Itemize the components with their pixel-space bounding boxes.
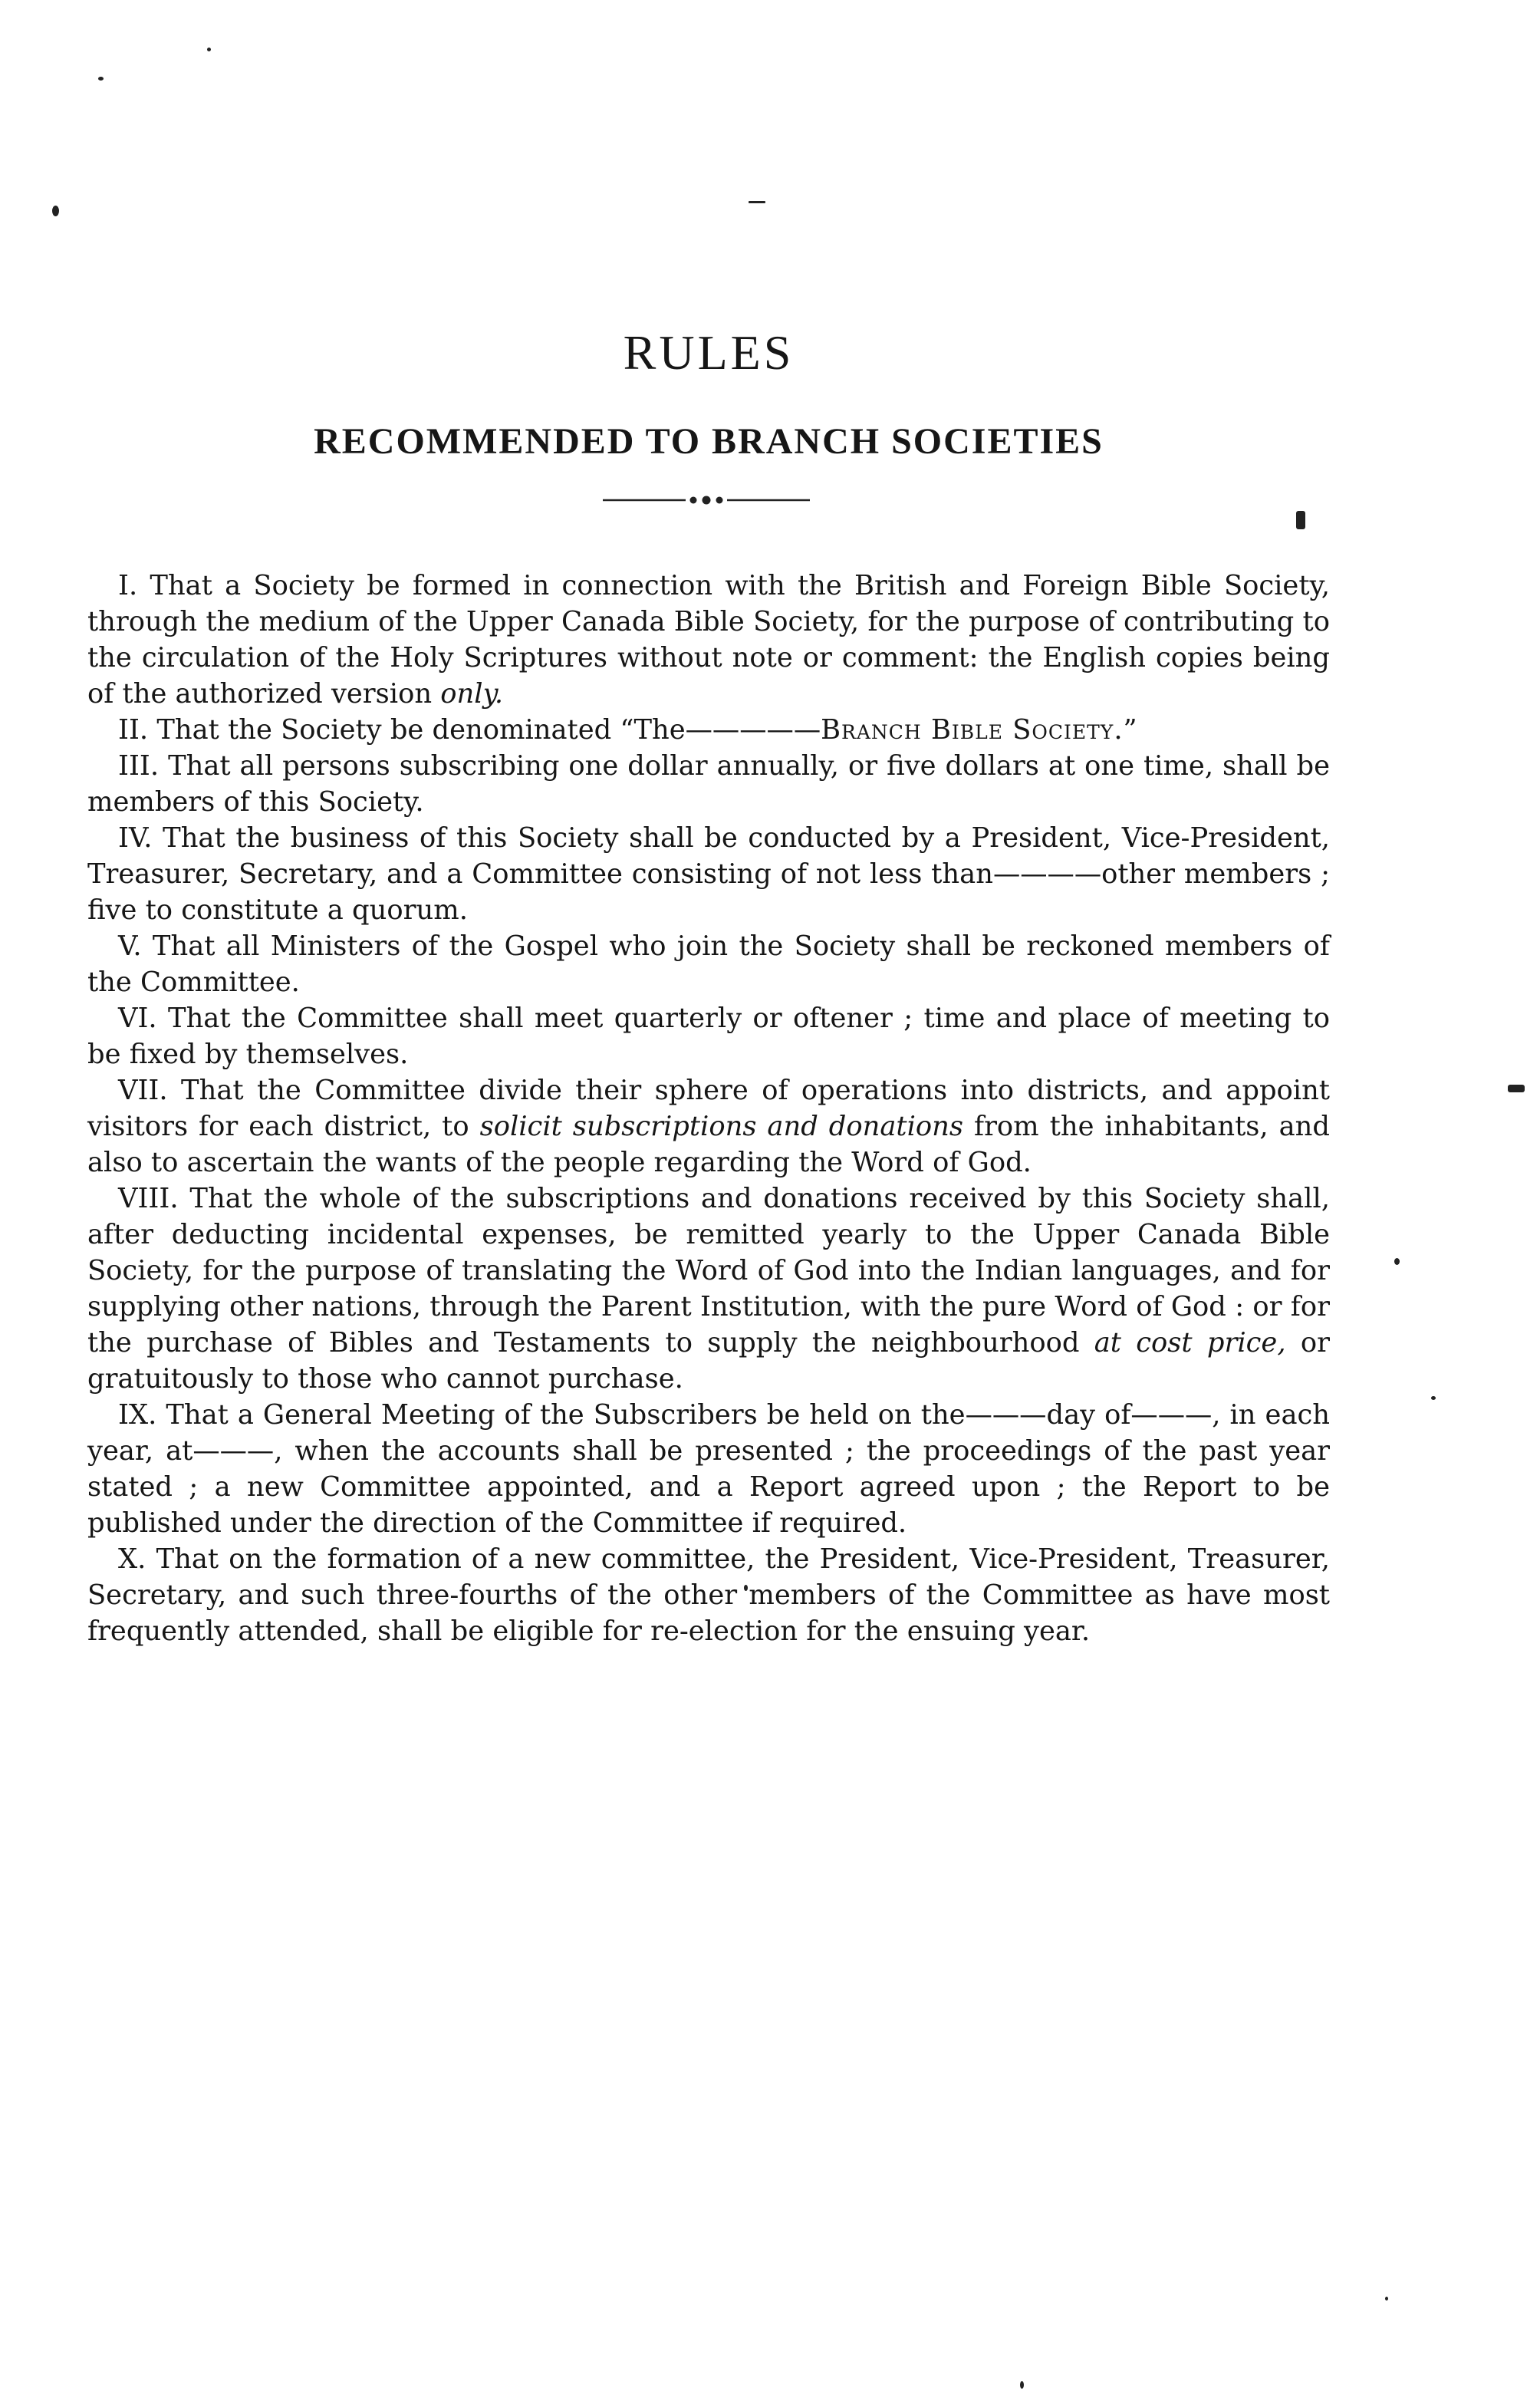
rule-emphasis: only.: [440, 678, 504, 710]
rule-text: That all persons subscribing one dollar annually, or five dollars at one time, shall be members of this Society.: [87, 750, 1330, 818]
rule-text: That the Committee shall meet quarterly or oftener ; time and place of meeting to be fixed by themselves.: [87, 1003, 1330, 1070]
rule-text: from the inhabitants, and also to ascertain the wants of the people regarding the Word of God.: [87, 1111, 1330, 1178]
blank-line: ———: [965, 1399, 1047, 1431]
rule-number: IV.: [118, 822, 153, 854]
rule-text: Branch Bible Society.”: [821, 714, 1138, 746]
rule-6: [87, 1000, 1330, 1072]
blank-line: —————: [685, 714, 821, 746]
print-speck: [207, 48, 211, 51]
rule-text: That the whole of the subscriptions and donations received by this Society shall, after deducting incidental expenses, be remitted yearly to the Upper Canada Bible Society, for the purpose of translating the Word of God into the Indian languages, and for supplying other nations, through the Parent Institution, with the pure Word of God : or for the purchase of Bibles and Testaments to supply the neighbourhood: [87, 1183, 1330, 1359]
page-subtitle: RECOMMENDED TO BRANCH SOCIETIES: [314, 420, 1104, 462]
rule-7: [87, 1072, 1330, 1181]
rule-number: VIII.: [118, 1183, 179, 1214]
rule-number: VI.: [118, 1003, 157, 1034]
print-speck: [1296, 511, 1305, 529]
rule-text: That on the formation of a new committee, the President, Vice-President, Treasurer, Secretary, and such three-fourths of the other members of the Committee as have most frequently attended, shall be eligible for re-election for the ensuing year.: [87, 1543, 1330, 1647]
rule-9: [87, 1397, 1330, 1541]
rule-text: That the Society be denominated “The: [156, 714, 686, 746]
rule-5: [87, 928, 1330, 1000]
rules-list: [87, 568, 1330, 1649]
print-speck: [1020, 2381, 1024, 2389]
rule-10: [87, 1541, 1330, 1649]
rule-text: That the Committee divide their sphere of operations into districts, and appoint visitors for each district, to: [87, 1075, 1330, 1142]
rule-text: That the business of this Society shall be conducted by a President, Vice-President, Treasurer, Secretary, and a Committee consisting of not less than: [87, 822, 1330, 890]
rule-text: That a General Meeting of the Subscribers be held on the: [166, 1399, 966, 1431]
print-speck: [749, 201, 765, 203]
print-speck: [1385, 2297, 1388, 2301]
rule-text: That a Society be formed in connection with the British and Foreign Bible Society, through the medium of the Upper Canada Bible Society, for the purpose of contributing to the circulation of the Holy Scriptures without note or comment: the English copies being of the authorized version: [87, 570, 1330, 710]
blank-line: ———: [1130, 1399, 1213, 1431]
print-speck: [1394, 1258, 1400, 1265]
rule-text: That all Ministers of the Gospel who join the Society shall be reckoned members of the Committee.: [87, 930, 1330, 998]
page-title: RULES: [623, 324, 795, 380]
rule-text: other members ; five to constitute a quorum.: [87, 858, 1330, 926]
rule-number: VII.: [118, 1075, 168, 1106]
print-speck: [98, 77, 104, 81]
print-speck: [52, 206, 59, 216]
rule-emphasis: solicit subscriptions and donations: [479, 1111, 963, 1142]
print-speck: [1431, 1396, 1436, 1400]
rule-2: [87, 712, 1330, 748]
rule-text: , when the accounts shall be presented ; the proceedings of the past year stated ; a new Committee appointed, and a Report agreed upon ; the Report to be published under the direction of the Committee if required.: [87, 1435, 1330, 1539]
rule-8: [87, 1181, 1330, 1397]
rule-1: [87, 568, 1330, 712]
rule-text: , in each year, at: [87, 1399, 1330, 1467]
rule-number: I.: [118, 570, 138, 601]
blank-line: ———: [192, 1435, 275, 1467]
rule-text: or gratuitously to those who cannot purchase.: [87, 1327, 1330, 1395]
rule-number: II.: [118, 714, 149, 746]
rule-emphasis: at cost price,: [1094, 1327, 1286, 1359]
rule-number: X.: [118, 1543, 146, 1575]
rule-number: V.: [118, 930, 142, 962]
print-speck: [1508, 1085, 1525, 1092]
rule-number: IX.: [118, 1399, 157, 1431]
blank-line: ————: [992, 858, 1102, 890]
ornamental-divider: [603, 491, 810, 509]
rule-4: [87, 820, 1330, 928]
rule-3: [87, 748, 1330, 820]
rule-number: III.: [118, 750, 160, 782]
rule-text: day of: [1046, 1399, 1131, 1431]
